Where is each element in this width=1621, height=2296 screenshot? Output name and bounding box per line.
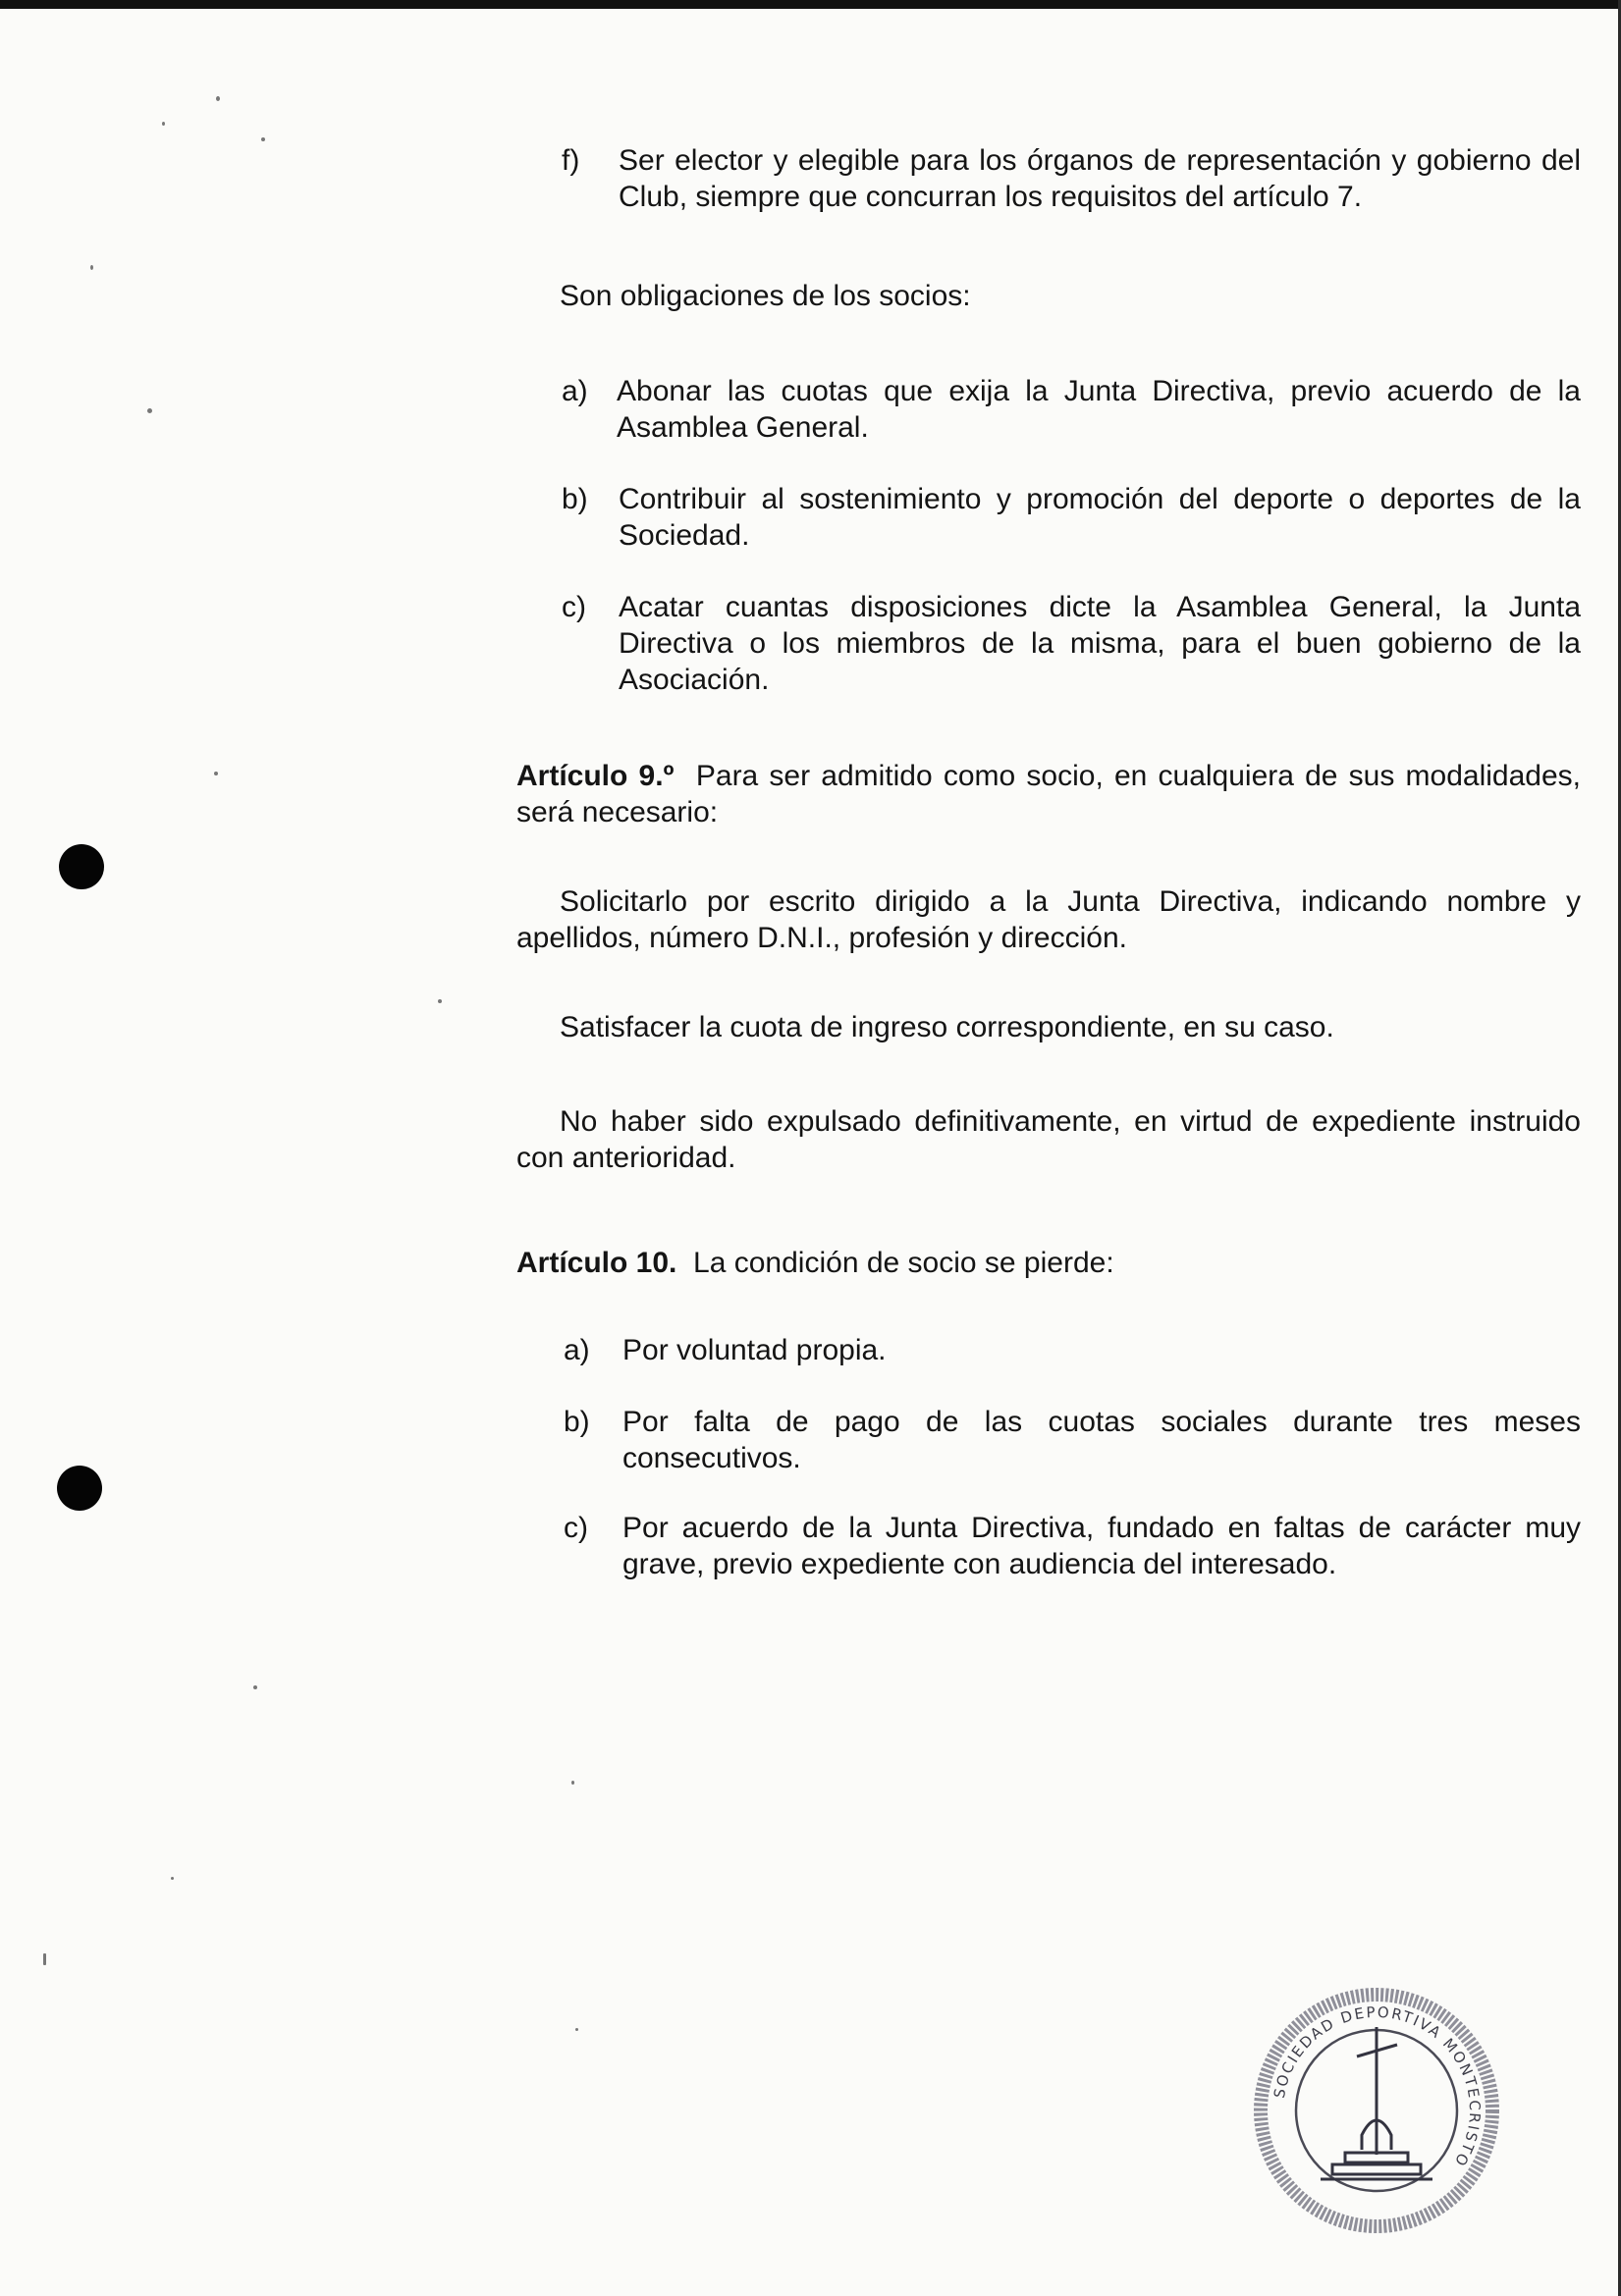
scan-speck [162, 122, 165, 126]
list-marker: c) [562, 591, 586, 623]
scan-speck [43, 1953, 46, 1965]
scan-speck [253, 1685, 257, 1689]
list-marker: a) [564, 1334, 590, 1366]
scan-speck [90, 265, 93, 270]
list-item-text: Por acuerdo de la Junta Directiva, fundado en faltas de carácter muy grave, previo expediente con audiencia del interesado. [622, 1512, 1581, 1580]
requisito-cuota: Satisfacer la cuota de ingreso correspondiente, en su caso. [560, 1011, 1334, 1043]
list-item-text: Contribuir al sostenimiento y promoción del deporte o deportes de la Sociedad. [619, 483, 1581, 552]
list-marker: b) [564, 1406, 590, 1438]
requisito-expulsion: No haber sido expulsado definitivamente, en virtud de expediente instruido con anterioridad. [516, 1105, 1581, 1174]
causa-item-b [564, 1404, 1581, 1476]
list-item-f [562, 142, 1581, 215]
list-item-text: Ser elector y elegible para los órganos de representación y gobierno del Club, siempre que concurran los requisitos del artículo 7. [619, 144, 1581, 213]
obligacion-item-b [562, 481, 1581, 554]
articulo-10-heading: Artículo 10. [516, 1247, 677, 1279]
articulo-10-intro: La condición de socio se pierde: [693, 1247, 1114, 1279]
obligaciones-intro: Son obligaciones de los socios: [560, 280, 971, 312]
list-item-text: Acatar cuantas disposiciones dicte la Asamblea General, la Junta Directiva o los miembros de la misma, para el buen gobierno de la Asociación. [619, 591, 1581, 696]
list-marker: a) [562, 375, 588, 407]
list-item-text: Abonar las cuotas que exija la Junta Directiva, previo acuerdo de la Asamblea General. [617, 375, 1581, 444]
obligacion-item-c [562, 589, 1581, 698]
scan-speck [216, 96, 220, 101]
scan-speck [171, 1877, 174, 1880]
causa-item-a [564, 1332, 1581, 1368]
obligacion-item-a [562, 373, 1581, 446]
requisito-solicitud: Solicitarlo por escrito dirigido a la Junta Directiva, indicando nombre y apellidos, número D.N.I., profesión y dirección. [516, 885, 1581, 954]
causa-item-c [564, 1510, 1581, 1582]
club-seal-stamp [1252, 1988, 1502, 2233]
articulo-9-paragraph [516, 758, 1581, 830]
punch-hole-lower [57, 1466, 102, 1511]
scan-speck [571, 1781, 574, 1785]
list-item-text: Por falta de pago de las cuotas sociales durante tres meses consecutivos. [622, 1406, 1581, 1474]
cross-monument-icon [1321, 2027, 1432, 2179]
list-marker: c) [564, 1512, 588, 1544]
articulo-9-intro: Para ser admitido como socio, en cualquiera de sus modalidades, será necesario: [516, 760, 1581, 828]
articulo-10-paragraph [516, 1245, 1114, 1281]
scan-speck [214, 772, 218, 775]
seal-ring-text: SOCIEDAD DEPORTIVA MONTECRISTO [1270, 2002, 1485, 2171]
punch-hole-upper [59, 844, 104, 889]
scan-speck [261, 137, 265, 141]
articulo-9-heading: Artículo 9.º [516, 760, 675, 792]
scan-speck [575, 2028, 578, 2031]
list-marker: b) [562, 483, 588, 515]
list-item-text: Por voluntad propia. [622, 1334, 887, 1366]
scan-top-edge [0, 0, 1621, 9]
list-marker: f) [562, 144, 580, 177]
scan-speck [438, 999, 442, 1003]
scan-speck [147, 408, 152, 413]
